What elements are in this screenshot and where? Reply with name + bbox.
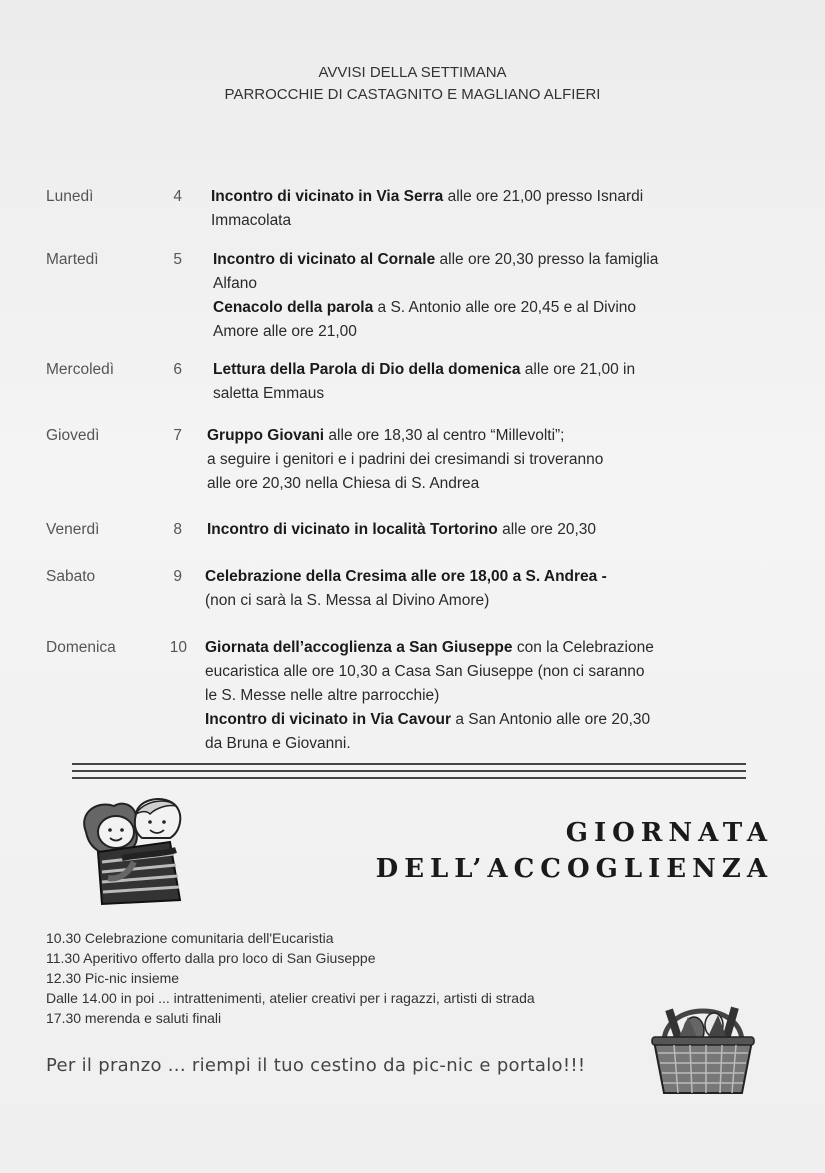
day-event-line — [205, 732, 351, 756]
day-event-line — [213, 296, 636, 320]
day-name: Lunedì — [46, 188, 94, 205]
day-number: 9 — [173, 568, 182, 585]
day-event-line — [207, 448, 603, 472]
day-number: 7 — [173, 427, 182, 444]
closing-note: Per il pranzo ... riempi il tuo cestino da pic-nic e portalo!!! — [46, 1055, 586, 1076]
separator-line — [72, 770, 746, 772]
event-highlight: Celebrazione della Cresima alle ore 18,00 a S. Andrea - — [205, 568, 607, 585]
event-title-line1: GIORNATA — [565, 818, 773, 848]
day-number: 10 — [169, 639, 187, 656]
day-event-line — [207, 424, 564, 448]
day-event-line — [205, 589, 489, 613]
program-item: 17.30 merenda e saluti finali — [46, 1010, 222, 1026]
program-item: 12.30 Pic-nic insieme — [46, 970, 180, 986]
event-detail: Amore alle ore 21,00 — [213, 323, 357, 340]
event-highlight: Giornata dell’accoglienza a San Giuseppe — [205, 639, 513, 656]
picnic-basket-illustration — [648, 995, 758, 1100]
event-detail: a S. Antonio alle ore 20,45 e al Divino — [373, 299, 637, 316]
day-name: Venerdì — [46, 521, 100, 538]
event-highlight: Incontro di vicinato in Via Serra — [211, 188, 444, 205]
event-detail: alle ore 21,00 in — [520, 361, 636, 378]
day-event-line — [213, 320, 357, 344]
day-number: 5 — [173, 251, 182, 268]
day-event-line — [213, 248, 658, 272]
event-detail: Alfano — [213, 275, 257, 292]
event-detail: a seguire i genitori e i padrini dei cresimandi si troveranno — [207, 451, 604, 468]
header-title: AVVISI DELLA SETTIMANA — [318, 64, 507, 81]
event-detail: (non ci sarà la S. Messa al Divino Amore) — [205, 592, 490, 609]
day-event-line — [205, 684, 439, 708]
day-number: 8 — [173, 521, 182, 538]
program-item: Dalle 14.00 in poi ... intrattenimenti, atelier creativi per i ragazzi, artisti di strada — [46, 990, 535, 1006]
day-event-line — [205, 708, 650, 732]
day-event-line — [213, 358, 635, 382]
event-title-line2: DELL’ACCOGLIENZA — [375, 854, 773, 884]
event-detail: Immacolata — [211, 212, 292, 229]
event-highlight: Incontro di vicinato in località Tortorino — [207, 521, 498, 538]
event-detail: alle ore 20,30 nella Chiesa di S. Andrea — [207, 475, 480, 492]
event-detail: eucaristica alle ore 10,30 a Casa San Giuseppe (non ci saranno — [205, 663, 645, 680]
event-program — [46, 928, 535, 1028]
hugging-children-illustration — [72, 792, 198, 912]
event-detail: a San Antonio alle ore 20,30 — [451, 711, 651, 728]
day-name: Sabato — [46, 568, 96, 585]
header-subtitle: PARROCCHIE DI CASTAGNITO E MAGLIANO ALFIERI — [224, 86, 601, 103]
separator-line — [72, 763, 746, 765]
event-detail: alle ore 20,30 presso la famiglia — [435, 251, 659, 268]
event-detail: saletta Emmaus — [213, 385, 325, 402]
day-event-line — [211, 209, 291, 233]
day-name: Mercoledì — [46, 361, 115, 378]
event-detail: alle ore 21,00 presso Isnardi — [443, 188, 644, 205]
program-item: 11.30 Aperitivo offerto dalla pro loco di San Giuseppe — [46, 950, 376, 966]
separator-line — [72, 777, 746, 779]
day-event-line — [213, 382, 324, 406]
day-event-line — [207, 518, 596, 542]
event-title — [376, 815, 773, 887]
day-event-line — [211, 185, 643, 209]
day-event-line — [205, 636, 654, 660]
day-name: Giovedì — [46, 427, 100, 444]
event-highlight: Gruppo Giovani — [207, 427, 325, 444]
notice-header — [0, 62, 825, 106]
event-detail: alle ore 20,30 — [497, 521, 597, 538]
day-event-line — [213, 272, 257, 296]
day-event-line — [205, 565, 607, 589]
event-highlight: Cenacolo della parola — [213, 299, 374, 316]
event-detail: le S. Messe nelle altre parrocchie) — [205, 687, 440, 704]
event-detail: con la Celebrazione — [512, 639, 654, 656]
program-item: 10.30 Celebrazione comunitaria dell'Eucaristia — [46, 930, 334, 946]
day-number: 4 — [173, 188, 182, 205]
day-number: 6 — [173, 361, 182, 378]
day-event-line — [205, 660, 644, 684]
day-name: Martedì — [46, 251, 99, 268]
event-highlight: Incontro di vicinato in Via Cavour — [205, 711, 452, 728]
event-highlight: Incontro di vicinato al Cornale — [213, 251, 436, 268]
day-name: Domenica — [46, 639, 116, 656]
event-highlight: Lettura della Parola di Dio della domenica — [213, 361, 521, 378]
day-event-line — [207, 472, 479, 496]
event-detail: alle ore 18,30 al centro “Millevolti”; — [324, 427, 565, 444]
event-detail: da Bruna e Giovanni. — [205, 735, 351, 752]
